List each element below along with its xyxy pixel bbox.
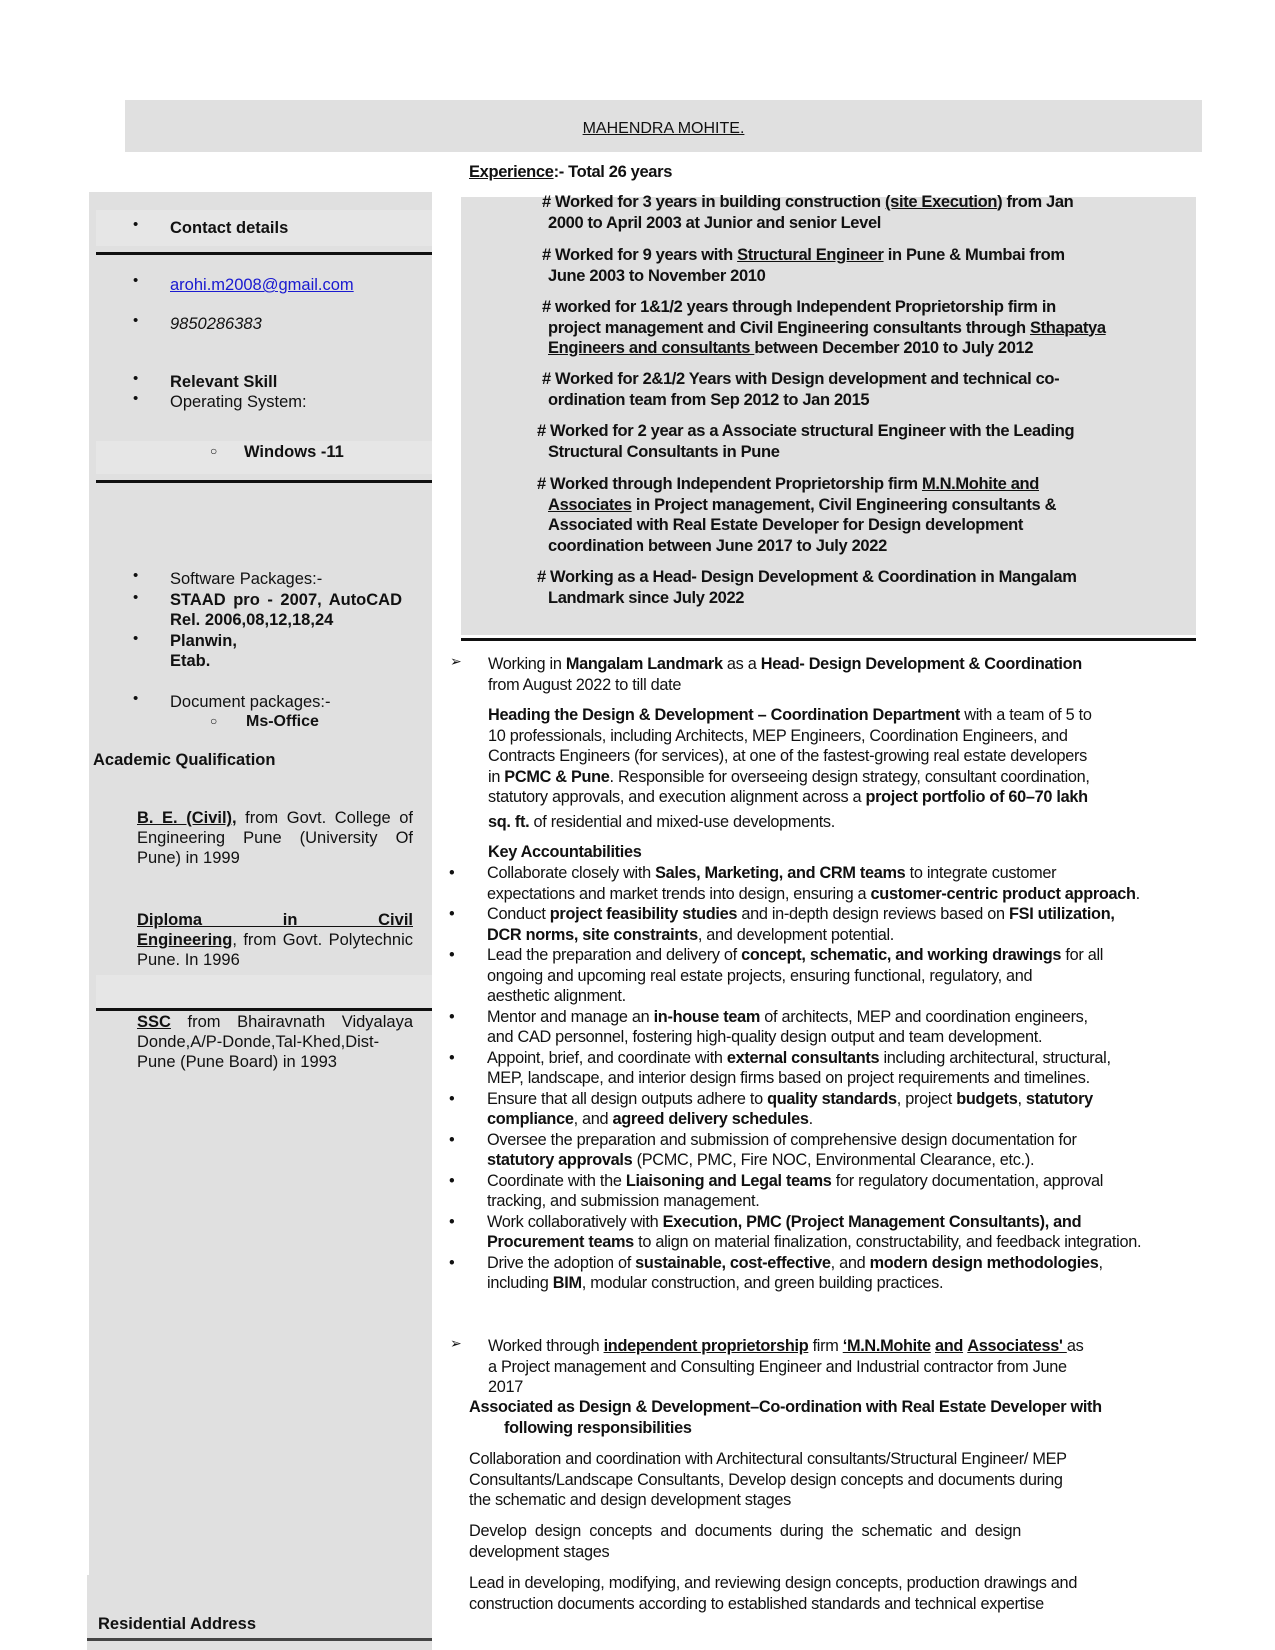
email-link[interactable]: arohi.m2008@gmail.com [170, 276, 354, 294]
text-segment: Landmark since July 2022 [548, 588, 745, 607]
text-segment: ordination team from Sep 2012 to Jan 2015 [548, 390, 870, 409]
bullet-icon: • [449, 946, 455, 964]
text-segment: # Worked through Independent Proprietorship firm [537, 475, 922, 493]
text-segment: Engineers and consultants [548, 339, 755, 357]
text-segment: in-house team [653, 1007, 761, 1026]
text-segment: statutory approvals, and execution alignment across a [488, 788, 866, 806]
divider [87, 1638, 432, 1641]
accountability-item [449, 945, 1239, 1007]
bullet-icon: • [449, 1130, 455, 1149]
text-segment: expectations and market trends into design, ensuring a [487, 884, 871, 903]
text-segment: compliance [487, 1110, 574, 1128]
experience-total: :- Total 26 years [553, 163, 673, 181]
text-segment: project management and Civil Engineering consultants through [548, 318, 1030, 337]
experience-summary-item [542, 245, 1065, 286]
text-segment: and in-depth design reviews based on [737, 905, 1010, 923]
text-segment: MEP, landscape, and interior design firms based on project requirements and timelines. [487, 1069, 1090, 1087]
text-segment: as [1066, 1337, 1084, 1355]
text-segment: Procurement teams [487, 1233, 634, 1251]
academic-heading: Academic Qualification [93, 751, 276, 769]
text-segment: Work collaboratively with [487, 1212, 663, 1231]
bullet-icon: • [133, 630, 139, 647]
text-segment: Lead in developing, modifying, and reviewing design concepts, production drawings and [469, 1574, 1078, 1592]
text-segment: Working in [488, 655, 566, 673]
text-segment: Heading the Design & Development – Coordination Department [488, 706, 961, 724]
text-segment: Develop design concepts and documents during the schematic and design [469, 1522, 1022, 1540]
software-label: Software Packages:- [170, 570, 323, 588]
text-segment: , and development potential. [697, 925, 895, 944]
circle-bullet-icon: ○ [210, 714, 218, 728]
accountability-item [449, 1212, 1239, 1253]
text-segment: BIM [552, 1274, 582, 1292]
accountability-item [449, 1130, 1239, 1171]
qualification-be-text: from Govt. College of Engineering Pune (University Of Pune) in 1999 [137, 809, 413, 867]
text-segment: PCMC & Pune [504, 767, 610, 786]
text-segment: Lead the preparation and delivery of [487, 946, 742, 964]
text-segment: Head- Design Development & Coordination [760, 655, 1082, 673]
operating-system-value: Windows -11 [244, 443, 344, 461]
qualification-be [137, 808, 413, 868]
text-segment: coordination between June 2017 to July 2022 [548, 536, 887, 555]
qualification-be-title: B. E. (Civil), [137, 809, 237, 827]
text-segment: statutory approvals [487, 1151, 633, 1169]
experience-summary-item [537, 567, 1077, 608]
bullet-icon: • [449, 1171, 455, 1190]
divider [96, 480, 432, 483]
text-segment: Associates [548, 495, 632, 514]
text-segment: # worked for 1&1/2 years through Independent Proprietorship firm in [542, 298, 1056, 316]
bullet-icon: • [133, 312, 139, 329]
bullet-icon: • [133, 589, 139, 606]
text-segment: Associatess' [967, 1337, 1067, 1355]
software-planwin: Planwin, [170, 632, 237, 650]
text-segment: Mentor and manage an [487, 1007, 654, 1026]
text-segment: as a [722, 655, 761, 673]
text-segment: 10 professionals, including Architects, MEP Engineers, Coordination Engineers, and [488, 726, 1068, 745]
relevant-skill-heading: Relevant Skill [170, 373, 278, 391]
qualification-band [96, 975, 432, 1008]
circle-bullet-icon: ○ [210, 444, 218, 458]
bullet-icon: • [449, 905, 455, 923]
accountability-item [449, 863, 1239, 904]
text-segment: sustainable, cost-effective [635, 1253, 831, 1272]
bullet-icon: • [449, 864, 455, 882]
bullet-icon: • [449, 1089, 455, 1108]
text-segment: tracking, and submission management. [487, 1192, 760, 1210]
document-packages-label: Document packages:- [170, 693, 331, 711]
text-segment: # Working as a Head- Design Development & Coordination in Mangalam [537, 568, 1077, 586]
text-segment: firm [808, 1337, 843, 1355]
qualification-diploma [137, 910, 413, 970]
text-segment: Associated as Design & Development–Co-ordination with Real Estate Developer with [469, 1398, 1102, 1416]
text-segment: Oversee the preparation and submission of comprehensive design documentation for [487, 1130, 1077, 1149]
operating-system-label: Operating System: [170, 393, 307, 411]
bullet-icon: • [133, 216, 139, 233]
text-segment: concept, schematic, and working drawings [741, 946, 1062, 964]
bullet-icon: • [449, 1212, 455, 1231]
text-segment: with a team of 5 to [960, 706, 1092, 724]
text-segment: . [1135, 884, 1140, 903]
text-segment: Structural Engineer [737, 246, 884, 264]
text-segment: Execution, PMC (Project Management Consultants), and [662, 1212, 1082, 1231]
text-segment: Sthapatya [1029, 318, 1106, 337]
text-segment: ‘M.N.Mohite [842, 1337, 931, 1355]
text-segment: independent proprietorship [603, 1337, 809, 1355]
text-segment: Ensure that all design outputs adhere to [487, 1089, 768, 1108]
text-segment: , project [896, 1089, 957, 1108]
text-segment: and CAD personnel, fostering high-quality design output and team development. [487, 1028, 1043, 1046]
current-role-intro [488, 654, 1173, 695]
experience-label: Experience [469, 163, 554, 181]
experience-summary-item [537, 474, 1056, 556]
accountability-item [449, 1048, 1239, 1089]
text-segment: between December 2010 to July 2012 [754, 339, 1034, 357]
text-segment: to align on material finalization, constructability, and feedback integration. [633, 1233, 1142, 1251]
text-segment: FSI utilization, [1009, 905, 1115, 923]
text-segment: . [808, 1110, 813, 1128]
header-band [125, 100, 1202, 152]
text-segment: construction documents according to established standards and technical expertise [469, 1594, 1044, 1613]
text-segment: in Project management, Civil Engineering consultants & [631, 495, 1057, 514]
bullet-icon: • [449, 1007, 455, 1026]
previous-role-intro [488, 1336, 1173, 1398]
text-segment: ) from Jan [997, 193, 1074, 211]
bullet-icon: • [133, 567, 139, 584]
responsibility-paragraph [469, 1573, 1174, 1614]
document-packages-value: Ms-Office [246, 713, 319, 730]
text-segment: Structural Consultants in Pune [548, 442, 780, 461]
experience-summary-item [542, 369, 1059, 410]
text-segment: , modular construction, and green building practices. [581, 1274, 944, 1292]
text-segment: 2017 [488, 1378, 524, 1396]
experience-heading [469, 162, 672, 183]
text-segment: Sales, Marketing, and CRM teams [655, 864, 906, 882]
bullet-icon: • [449, 1048, 455, 1067]
text-segment: of architects, MEP and coordination engineers, [760, 1007, 1088, 1026]
divider [96, 252, 432, 255]
text-segment: a Project management and Consulting Engineer and Industrial contractor from June [488, 1357, 1067, 1376]
text-segment: Drive the adoption of [487, 1253, 636, 1272]
text-segment: following responsibilities [504, 1418, 692, 1437]
text-segment: project portfolio of 60–70 lakh [865, 788, 1088, 806]
text-segment: , and [830, 1253, 870, 1272]
text-segment: Coordinate with the [487, 1171, 626, 1190]
text-segment: (PCMC, PMC, Fire NOC, Environmental Clearance, etc.). [632, 1151, 1035, 1169]
text-segment: project feasibility studies [549, 905, 738, 923]
phone-number: 9850286383 [170, 315, 262, 333]
bullet-icon: • [133, 272, 139, 289]
contact-heading: Contact details [170, 219, 289, 237]
bullet-icon: • [133, 370, 139, 387]
divider [461, 638, 1196, 641]
text-segment: 2000 to April 2003 at Junior and senior Level [548, 213, 882, 232]
divider [96, 1008, 432, 1011]
text-segment: including architectural, structural, [879, 1048, 1111, 1067]
text-segment: development stages [469, 1542, 610, 1561]
experience-summary-item [537, 421, 1074, 462]
text-segment: DCR norms, site constraints [487, 925, 698, 944]
text-segment: customer-centric product approach [870, 884, 1136, 903]
text-segment: statutory [1025, 1089, 1093, 1108]
text-segment: external consultants [726, 1048, 880, 1067]
text-segment: , and [573, 1110, 613, 1128]
key-accountabilities-heading: Key Accountabilities [488, 843, 642, 861]
software-staad-autocad: STAAD pro - 2007, AutoCAD [170, 591, 403, 609]
text-segment: and [935, 1337, 964, 1355]
text-segment: the schematic and design development stages [469, 1491, 791, 1509]
accountability-item [449, 904, 1239, 945]
software-autocad-releases: Rel. 2006,08,12,18,24 [170, 611, 334, 629]
qualification-diploma-text: , from Govt. Polytechnic Pune. In 1996 [137, 931, 413, 969]
experience-summary-item [542, 192, 1073, 233]
accountability-item [449, 1171, 1239, 1212]
text-segment: from August 2022 to till date [488, 675, 682, 694]
text-segment: of residential and mixed-use developments. [529, 812, 835, 831]
text-segment: sq. ft. [488, 812, 530, 831]
text-segment: Liaisoning and Legal teams [625, 1171, 832, 1190]
qualification-ssc-title: SSC [137, 1013, 171, 1031]
text-segment: # Worked for 3 years in building construction [542, 193, 885, 211]
arrow-bullet-icon: ➢ [450, 653, 462, 669]
accountability-item [449, 1253, 1239, 1294]
text-segment: for all [1061, 946, 1104, 964]
accountabilities-list [449, 863, 1239, 1294]
text-segment: to integrate customer [905, 864, 1057, 882]
current-role-summary [488, 705, 1178, 832]
software-etab: Etab. [170, 652, 211, 670]
text-segment: in Pune & Mumbai from [883, 246, 1065, 264]
text-segment: M.N.Mohite and [921, 475, 1039, 493]
text-segment: Associated with Real Estate Developer for Design development [548, 516, 1024, 534]
text-segment: in [488, 767, 505, 786]
text-segment: Contracts Engineers (for services), at one of the fastest-growing real estate developers [488, 747, 1087, 765]
text-segment: budgets [956, 1089, 1018, 1108]
text-segment: Collaboration and coordination with Architectural consultants/Structural Engineer/ MEP [469, 1450, 1067, 1468]
previous-role-association [469, 1397, 1189, 1438]
text-segment: Conduct [487, 905, 550, 923]
text-segment: Worked through [488, 1337, 604, 1355]
text-segment: Appoint, brief, and coordinate with [487, 1048, 727, 1067]
responsibility-paragraph [469, 1521, 1174, 1562]
bullet-icon: • [449, 1253, 455, 1272]
text-segment: (site Execution [885, 193, 998, 211]
text-segment: June 2003 to November 2010 [548, 266, 766, 285]
text-segment: # Worked for 2 year as a Associate structural Engineer with the Leading [537, 422, 1075, 440]
text-segment: . Responsible for overseeing design strategy, consultant coordination, [609, 767, 1090, 786]
residential-address-heading: Residential Address [98, 1615, 257, 1633]
arrow-bullet-icon: ➢ [450, 1335, 462, 1351]
text-segment: including [487, 1274, 553, 1292]
candidate-name: MAHENDRA MOHITE. [582, 120, 745, 137]
qualification-ssc [137, 1012, 413, 1072]
text-segment: quality standards [767, 1089, 897, 1108]
qualification-ssc-text: from Bhairavnath Vidyalaya Donde,A/P-Donde,Tal-Khed,Dist-Pune (Pune Board) in 1993 [137, 1013, 413, 1071]
experience-summary-item [542, 297, 1106, 359]
text-segment: Consultants/Landscape Consultants, Develop design concepts and documents during [469, 1470, 1063, 1489]
qualification-diploma-title: Diploma in Civil Engineering [137, 911, 413, 949]
text-segment: modern design methodologies [869, 1253, 1099, 1272]
bullet-icon: • [133, 690, 139, 707]
text-segment: Mangalam Landmark [565, 655, 723, 673]
text-segment: # Worked for 9 years with [542, 246, 738, 264]
text-segment: ongoing and upcoming real estate projects, ensuring functional, regulatory, and [487, 966, 1033, 985]
bullet-icon: • [133, 390, 139, 407]
accountability-item [449, 1007, 1239, 1048]
text-segment: agreed delivery schedules [612, 1110, 809, 1128]
text-segment: for regulatory documentation, approval [831, 1171, 1104, 1190]
text-segment: , [1098, 1253, 1103, 1272]
responsibility-paragraph [469, 1449, 1174, 1511]
text-segment: Collaborate closely with [487, 864, 656, 882]
text-segment: , [1017, 1089, 1026, 1108]
text-segment: # Worked for 2&1/2 Years with Design development and technical co- [542, 370, 1060, 388]
accountability-item [449, 1089, 1239, 1130]
text-segment: aesthetic alignment. [487, 987, 626, 1005]
